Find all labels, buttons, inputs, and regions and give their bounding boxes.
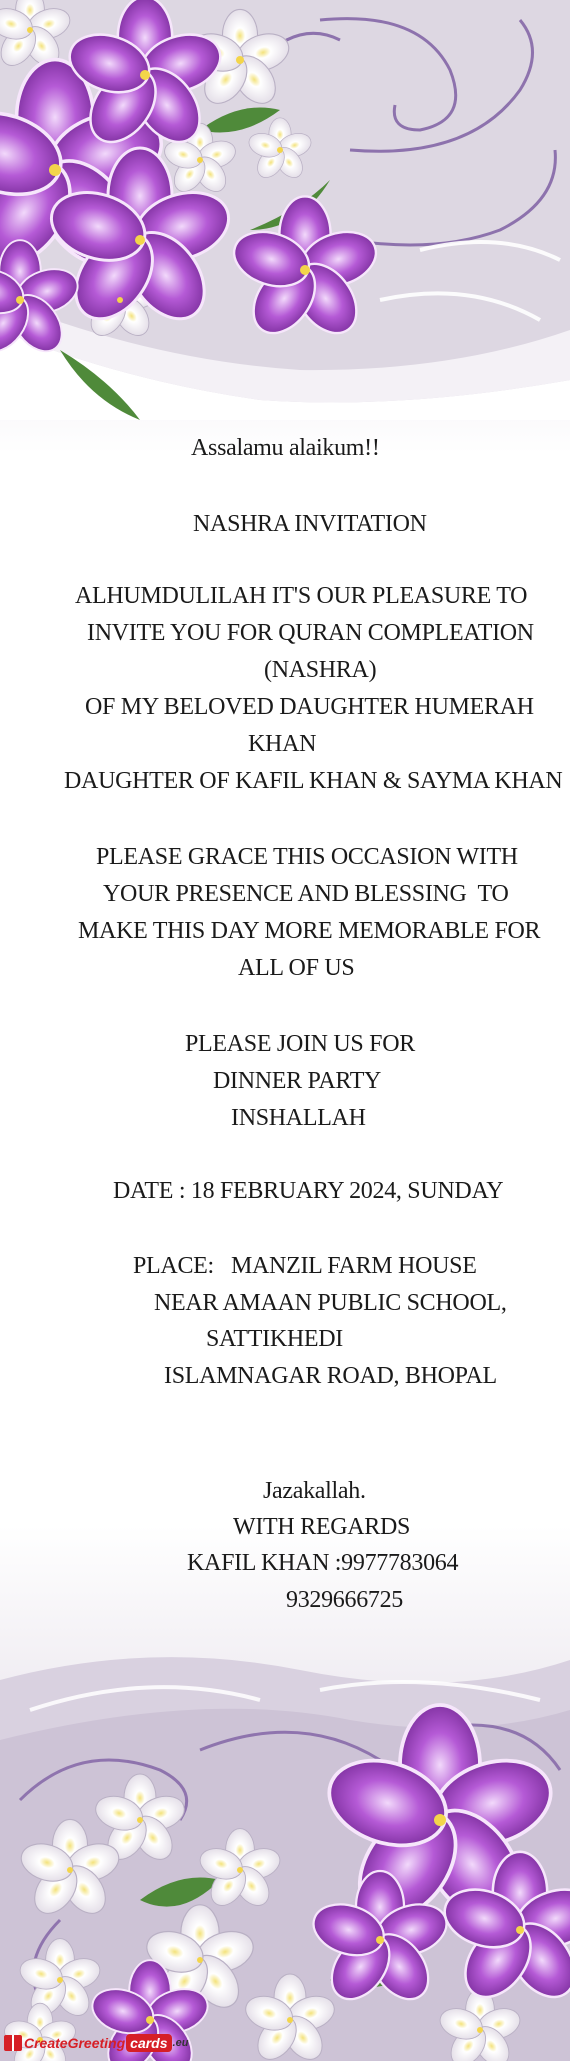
greeting: Assalamu alaikum!! — [191, 435, 380, 461]
intro-line: OF MY BELOVED DAUGHTER HUMERAH — [85, 694, 534, 720]
intro-line: ALHUMDULILAH IT'S OUR PLEASURE TO — [75, 583, 528, 609]
closing-line: WITH REGARDS — [233, 1514, 411, 1540]
floral-decoration-bottom — [0, 1600, 570, 2061]
place-line: NEAR AMAAN PUBLIC SCHOOL, — [154, 1290, 507, 1316]
closing-line: KAFIL KHAN :9977783064 — [187, 1550, 459, 1576]
watermark-brand-suffix: .eu — [172, 2037, 189, 2049]
event-line: DINNER PARTY — [213, 1068, 382, 1094]
intro-line: KHAN — [248, 731, 317, 757]
place-line: PLACE: MANZIL FARM HOUSE — [133, 1253, 477, 1279]
event-date: DATE : 18 FEBRUARY 2024, SUNDAY — [113, 1178, 504, 1204]
watermark-brand-text: CreateGreeting — [24, 2035, 126, 2051]
floral-decoration-top — [0, 0, 570, 420]
intro-line: INVITE YOU FOR QURAN COMPLEATION — [87, 620, 534, 646]
request-line: PLEASE GRACE THIS OCCASION WITH — [96, 844, 518, 870]
watermark-logo[interactable] — [4, 2028, 188, 2058]
request-line: YOUR PRESENCE AND BLESSING TO — [103, 881, 509, 907]
event-line: INSHALLAH — [231, 1105, 366, 1131]
intro-line: DAUGHTER OF KAFIL KHAN & SAYMA KHAN — [64, 768, 563, 794]
closing-line: 9329666725 — [286, 1587, 404, 1613]
request-line: ALL OF US — [238, 955, 355, 981]
gift-icon — [4, 2035, 22, 2051]
invitation-title: NASHRA INVITATION — [193, 511, 427, 537]
watermark-brand-badge: cards — [126, 2034, 171, 2052]
request-line: MAKE THIS DAY MORE MEMORABLE FOR — [78, 918, 541, 944]
intro-line: (NASHRA) — [264, 657, 377, 683]
place-line: ISLAMNAGAR ROAD, BHOPAL — [164, 1363, 497, 1389]
closing-line: Jazakallah. — [263, 1478, 366, 1504]
event-line: PLEASE JOIN US FOR — [185, 1031, 415, 1057]
place-line: SATTIKHEDI — [206, 1326, 343, 1352]
